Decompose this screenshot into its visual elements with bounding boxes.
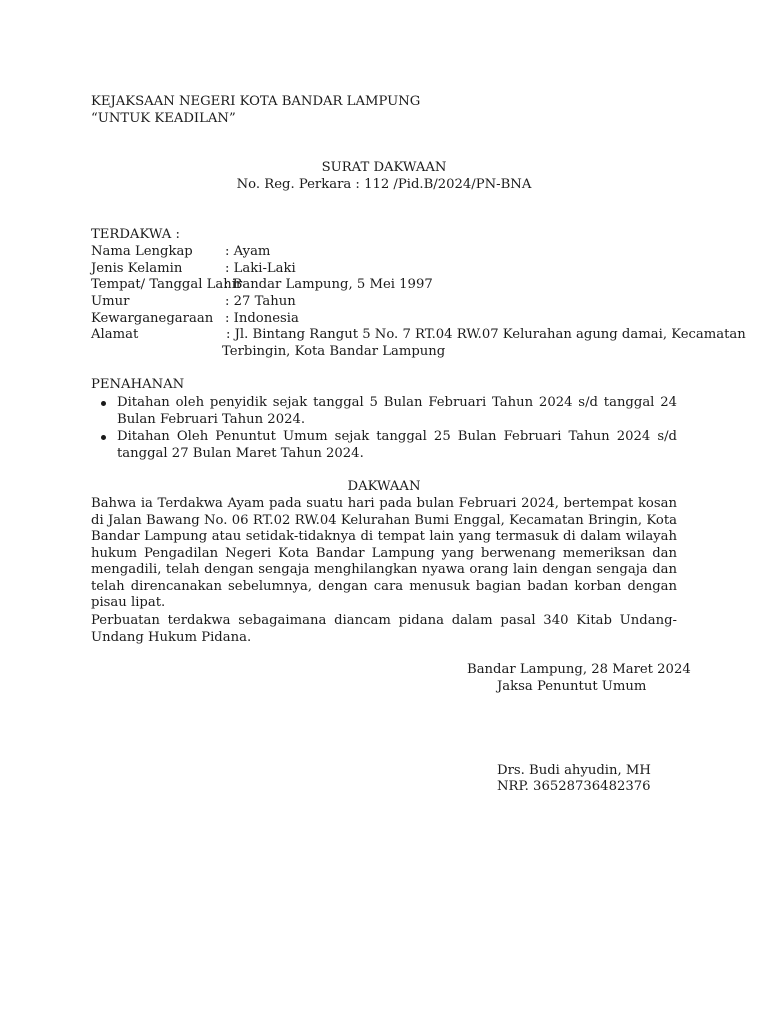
field-label: Tempat/ Tanggal Lahir: [91, 277, 243, 292]
field-value: : Jl. Bintang Rangut 5 No. 7 RT.04 RW.07 Kelurahan agung damai, Kecamatan: [226, 327, 746, 342]
dakwaan-heading: DAKWAAN: [347, 479, 421, 494]
penahanan-item-text: Ditahan oleh penyidik sejak tanggal 5 Bulan Februari Tahun 2024 s/d tanggal 24 Bulan Februari Tahun 2024.: [117, 395, 677, 427]
field-value: : Laki-Laki: [225, 261, 296, 276]
institution-motto: “UNTUK KEADILAN”: [91, 111, 236, 126]
signature-place-date: Bandar Lampung, 28 Maret 2024: [467, 662, 691, 677]
field-value-continued: Terbingin, Kota Bandar Lampung: [222, 344, 446, 359]
field-value: : Bandar Lampung, 5 Mei 1997: [224, 277, 433, 292]
field-value: : Indonesia: [225, 311, 299, 326]
signatory-name: Drs. Budi ahyudin, MH: [497, 763, 651, 778]
bullet-icon: [101, 401, 106, 406]
field-label: Jenis Kelamin: [91, 261, 183, 276]
field-value: : 27 Tahun: [225, 294, 296, 309]
field-label: Alamat: [91, 327, 139, 342]
dakwaan-paragraph: Bahwa ia Terdakwa Ayam pada suatu hari pada bulan Februari 2024, bertempat kosan di Jalan Bawang No. 06 RT.02 RW.04 Kelurahan Bumi Enggal, Kecamatan Bringin, Kota Bandar Lampung atau setidak-tidaknya di tempat lain yang termasuk di dalam wilayah hukum Pengadilan Negeri Kota Bandar Lampung yang berwenang memeriksan dan mengadili, telah dengan sengaja menghilangkan nyawa orang lain dengan sengaja dan telah direncanakan sebelumnya, dengan cara menusuk bagian badan korban dengan pisau lipat.: [91, 496, 677, 610]
field-value: : Ayam: [225, 244, 271, 259]
terdakwa-heading: TERDAKWA :: [91, 227, 180, 242]
document-title: SURAT DAKWAAN: [321, 160, 447, 175]
field-label: Umur: [91, 294, 130, 309]
penahanan-heading: PENAHANAN: [91, 377, 185, 392]
dakwaan-legal-basis: Perbuatan terdakwa sebagaimana diancam pidana dalam pasal 340 Kitab Undang-Undang Hukum Pidana.: [91, 613, 677, 645]
penahanan-item-text: Ditahan Oleh Penuntut Umum sejak tanggal 25 Bulan Februari Tahun 2024 s/d tanggal 27 Bulan Maret Tahun 2024.: [117, 429, 677, 461]
signatory-nrp: NRP. 36528736482376: [497, 779, 651, 794]
signature-role: Jaksa Penuntut Umum: [497, 679, 647, 694]
institution-name: KEJAKSAAN NEGERI KOTA BANDAR LAMPUNG: [91, 94, 421, 109]
case-register-number: No. Reg. Perkara : 112 /Pid.B/2024/PN-BNA: [236, 177, 532, 192]
bullet-icon: [101, 435, 106, 440]
field-label: Kewarganegaraan: [91, 311, 214, 326]
field-label: Nama Lengkap: [91, 244, 193, 259]
